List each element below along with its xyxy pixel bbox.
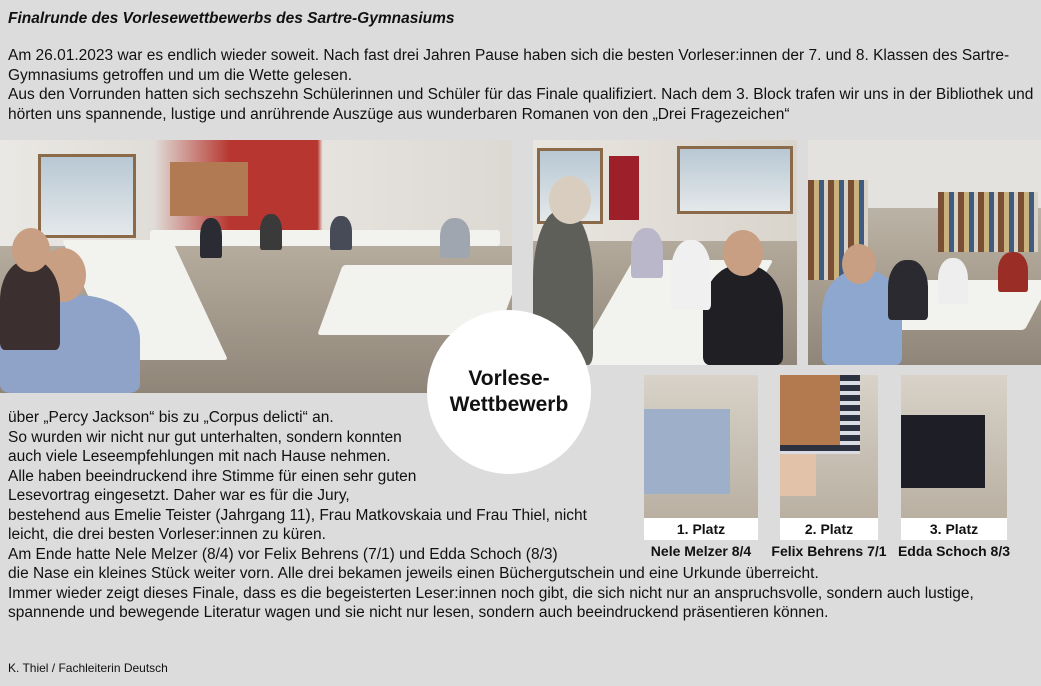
winner-name-2: Felix Behrens 7/1	[771, 543, 887, 559]
winner-name-1: Nele Melzer 8/4	[650, 543, 752, 559]
winner-1	[644, 375, 758, 560]
body-paragraph-4: Am Ende hatte Nele Melzer (8/4) vor Felix Behrens (7/1) und Edda Schoch (8/3)	[8, 545, 558, 563]
body-paragraph-3: bestehend aus Emelie Teister (Jahrgang 11), Frau Matkovskaia und Frau Thiel, nicht leicht, die drei besten Vorleser:innen zu küren.	[8, 506, 587, 543]
intro-paragraph-1: Am 26.01.2023 war es endlich wieder soweit. Nach fast drei Jahren Pause haben sich die besten Vorleser:innen der 7. und 8. Klassen des Sartre-Gymnasiums getroffen und um die Wette gelesen.	[8, 47, 1010, 84]
intro-text	[8, 46, 1036, 124]
winner-photo-2	[780, 375, 878, 518]
winner-name-3: Edda Schoch 8/3	[897, 543, 1011, 559]
winner-2	[771, 375, 887, 560]
body-line-1: über „Percy Jackson“ bis zu „Corpus delicti“ an.	[8, 409, 334, 426]
intro-paragraph-2: Aus den Vorrunden hatten sich sechszehn Schülerinnen und Schüler für das Finale qualifiziert. Nach dem 3. Block trafen wir uns in der Bibliothek und hörten uns spannende, lustige und anrührende Auszüge aus wunderbaren Romanen von den „Drei Fragezeichen“	[8, 86, 1034, 123]
photo-library	[808, 140, 1041, 365]
winner-place-3: 3. Platz	[901, 518, 1007, 540]
contest-badge-label: Vorlese- Wettbewerb	[449, 367, 569, 416]
photo-jury-table	[533, 140, 797, 365]
article-body	[8, 408, 1038, 623]
winner-photo-3	[901, 375, 1007, 518]
body-paragraph-6: Immer wieder zeigt dieses Finale, dass es die begeisterten Leser:innen noch gibt, die sich nicht nur an anspruchsvolle, sondern auch lustige, spannende und bewegende Literatur wagen und sie nicht nur lesen, sondern auch beeindruckend präsentieren können.	[8, 584, 974, 621]
winner-3	[897, 375, 1011, 560]
body-paragraph-5: die Nase ein kleines Stück weiter vorn. Alle drei bekamen jeweils einen Büchergutschein und eine Urkunde überreicht.	[8, 565, 819, 582]
page-title: Finalrunde des Vorlesewettbewerbs des Sartre-Gymnasiums	[8, 10, 455, 27]
body-paragraph-2: Alle haben beeindruckend ihre Stimme für einen sehr guten Lesevortrag eingesetzt. Daher war es für die Jury,	[8, 467, 417, 504]
body-paragraph-1: So wurden wir nicht nur gut unterhalten, sondern konnten auch viele Leseempfehlungen mit nach Hause nehmen.	[8, 428, 402, 465]
winner-place-1: 1. Platz	[644, 518, 758, 540]
author-credit: K. Thiel / Fachleiterin Deutsch	[8, 661, 168, 675]
winner-photo-1	[644, 375, 758, 518]
winner-place-2: 2. Platz	[780, 518, 878, 540]
